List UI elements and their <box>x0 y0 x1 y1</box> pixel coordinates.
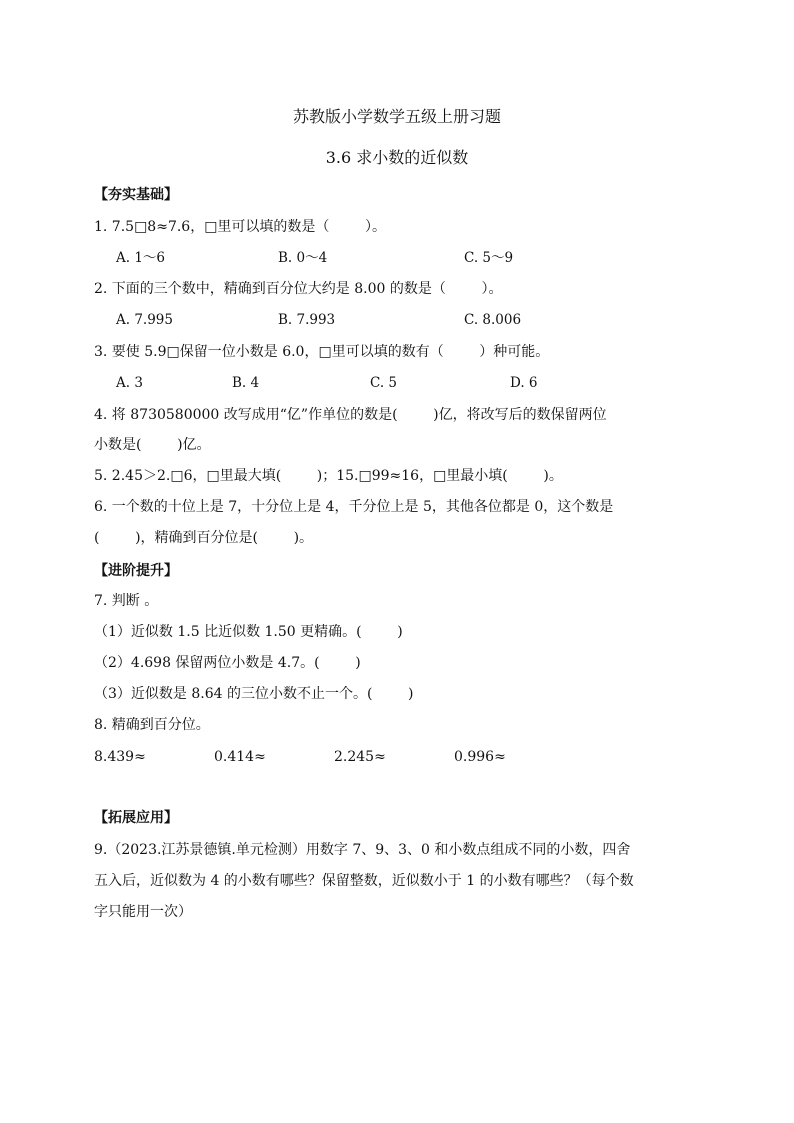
question-9-line-3: 字只能用一次） <box>94 904 192 920</box>
question-7-sub-3: （3）近似数是 8.64 的三位小数不止一个。( ) <box>94 686 414 702</box>
q1-option-a: A. 1～6 <box>116 250 166 266</box>
question-5: 5. 2.45＞2.□6，□里最大填( )；15.□99≈16，□里最小填( )。 <box>94 468 563 484</box>
q3-option-d: D. 6 <box>510 375 538 391</box>
q3-option-c: C. 5 <box>370 375 398 391</box>
section-advanced: 【进阶提升】 <box>94 563 178 579</box>
section-basic: 【夯实基础】 <box>94 187 178 203</box>
q1-option-b: B. 0～4 <box>278 250 328 266</box>
q8-item-4: 0.996≈ <box>454 749 506 765</box>
section-extend: 【拓展应用】 <box>94 810 178 826</box>
question-7: 7. 判断 。 <box>94 593 159 609</box>
q2-option-b: B. 7.993 <box>278 312 336 328</box>
q1-option-c: C. 5～9 <box>464 250 514 266</box>
question-4-line-2: 小数是( )亿。 <box>94 437 211 453</box>
question-7-sub-2: （2）4.698 保留两位小数是 4.7。( ) <box>94 655 361 671</box>
question-6-line-1: 6. 一个数的十位上是 7，十分位上是 4，千分位上是 5，其他各位都是 0，这个数是 <box>94 499 614 515</box>
question-7-sub-1: （1）近似数 1.5 比近似数 1.50 更精确。( ) <box>94 624 403 640</box>
q8-item-1: 8.439≈ <box>94 749 146 765</box>
q3-option-a: A. 3 <box>116 375 143 391</box>
q2-option-a: A. 7.995 <box>116 312 173 328</box>
question-4-line-1: 4. 将 8730580000 改写成用“亿”作单位的数是( )亿，将改写后的数保留两位 <box>94 407 607 423</box>
q8-item-3: 2.245≈ <box>334 749 386 765</box>
question-9-line-2: 五入后，近似数为 4 的小数有哪些？保留整数，近似数小于 1 的小数有哪些？（每个数 <box>94 873 634 889</box>
page-title: 苏教版小学数学五级上册习题 <box>292 107 501 126</box>
question-8: 8. 精确到百分位。 <box>94 717 210 733</box>
question-9-line-1: 9.（2023.江苏景德镇.单元检测）用数字 7、9、3、0 和小数点组成不同的小数，四舍 <box>94 842 631 858</box>
question-6-line-2: ( )，精确到百分位是( )。 <box>94 530 314 546</box>
q8-item-2: 0.414≈ <box>214 749 266 765</box>
question-1: 1. 7.5□8≈7.6，□里可以填的数是（ ）。 <box>94 219 387 235</box>
page-subtitle: 3.6 求小数的近似数 <box>325 148 469 167</box>
q2-option-c: C. 8.006 <box>464 312 522 328</box>
question-3: 3. 要使 5.9□保留一位小数是 6.0，□里可以填的数有（ ）种可能。 <box>94 344 550 360</box>
question-2: 2. 下面的三个数中，精确到百分位大约是 8.00 的数是（ ）。 <box>94 281 503 297</box>
q3-option-b: B. 4 <box>232 375 260 391</box>
